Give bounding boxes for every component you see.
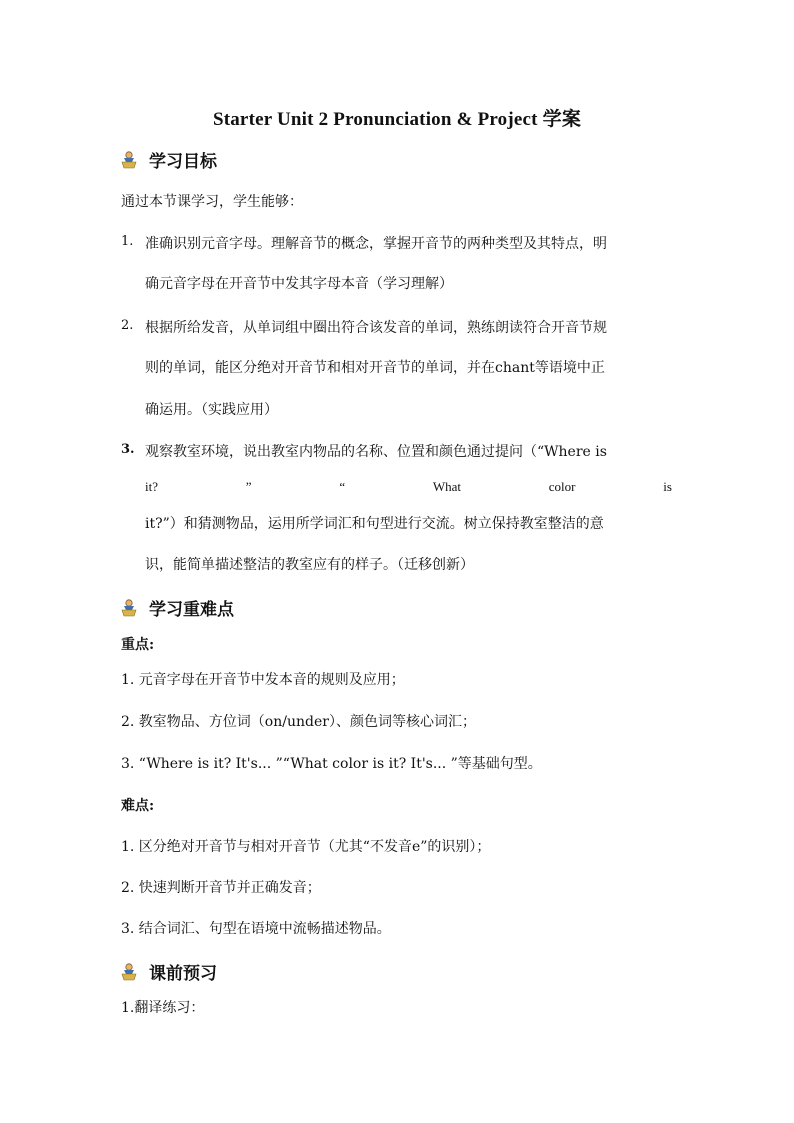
goal-2-number: 2. <box>121 318 134 333</box>
difficulty-1: 1. 区分绝对开音节与相对开音节（尤其“不发音e”的识别）； <box>121 839 491 855</box>
student-icon <box>121 963 137 981</box>
section-heading-preview <box>121 959 217 984</box>
goal-2-line-1: 根据所给发音，从单词组中圈出符合该发音的单词，熟练朗读符合开音节规 <box>145 320 607 336</box>
goal-3-word: What <box>432 479 462 494</box>
goal-2-line-2: 则的单词，能区分绝对开音节和相对开音节的单词，并在chant等语境中正 <box>145 360 605 376</box>
section-heading-goals <box>121 147 217 172</box>
goal-3-line-4: 识，能简单描述整洁的教室应有的样子。（迁移创新） <box>145 557 474 573</box>
key-point-3: 3. “Where is it? It's... ”“What color is it? It's... ”等基础句型。 <box>121 756 542 772</box>
key-point-1: 1. 元音字母在开音节中发本音的规则及应用； <box>121 672 405 688</box>
goal-3-word: is <box>663 479 672 494</box>
section-title-goals: 学习目标 <box>149 152 217 172</box>
goal-3-word: it? <box>145 479 158 494</box>
section-heading-key-points <box>121 595 234 620</box>
difficulties-label: 难点: <box>121 798 155 814</box>
key-points-label: 重点: <box>121 637 155 653</box>
goal-3-line-2 <box>145 479 672 495</box>
section-title-key-points: 学习重难点 <box>149 600 234 620</box>
goal-3-line-1: 观察教室环境，说出教室内物品的名称、位置和颜色通过提问（“Where is <box>145 444 607 460</box>
goal-3-word: ” <box>245 479 252 494</box>
key-point-2: 2. 教室物品、方位词（on/under）、颜色词等核心词汇； <box>121 714 476 730</box>
goal-3-word: color <box>548 479 576 494</box>
goal-2-line-3: 确运用。（实践应用） <box>145 402 278 418</box>
goal-3-word: “ <box>339 479 346 494</box>
page-title: Starter Unit 2 Pronunciation & Project 学案 <box>212 109 582 130</box>
difficulty-3: 3. 结合词汇、句型在语境中流畅描述物品。 <box>121 921 391 937</box>
section-title-preview: 课前预习 <box>149 964 217 984</box>
goal-3-line-3: it?”）和猜测物品，运用所学词汇和句型进行交流。树立保持教室整洁的意 <box>145 516 604 532</box>
student-icon <box>121 599 137 617</box>
preview-item-1: 1.翻译练习： <box>121 1000 205 1016</box>
goal-1-line-1: 准确识别元音字母。理解音节的概念，掌握开音节的两种类型及其特点，明 <box>145 236 607 252</box>
goal-1-line-2: 确元音字母在开音节中发其字母本音（学习理解） <box>145 276 453 292</box>
goal-3-number: 3. <box>121 442 135 457</box>
goal-1-number: 1. <box>121 234 134 249</box>
student-icon <box>121 151 137 169</box>
goals-intro: 通过本节课学习，学生能够： <box>121 194 303 210</box>
difficulty-2: 2. 快速判断开音节并正确发音； <box>121 880 321 896</box>
